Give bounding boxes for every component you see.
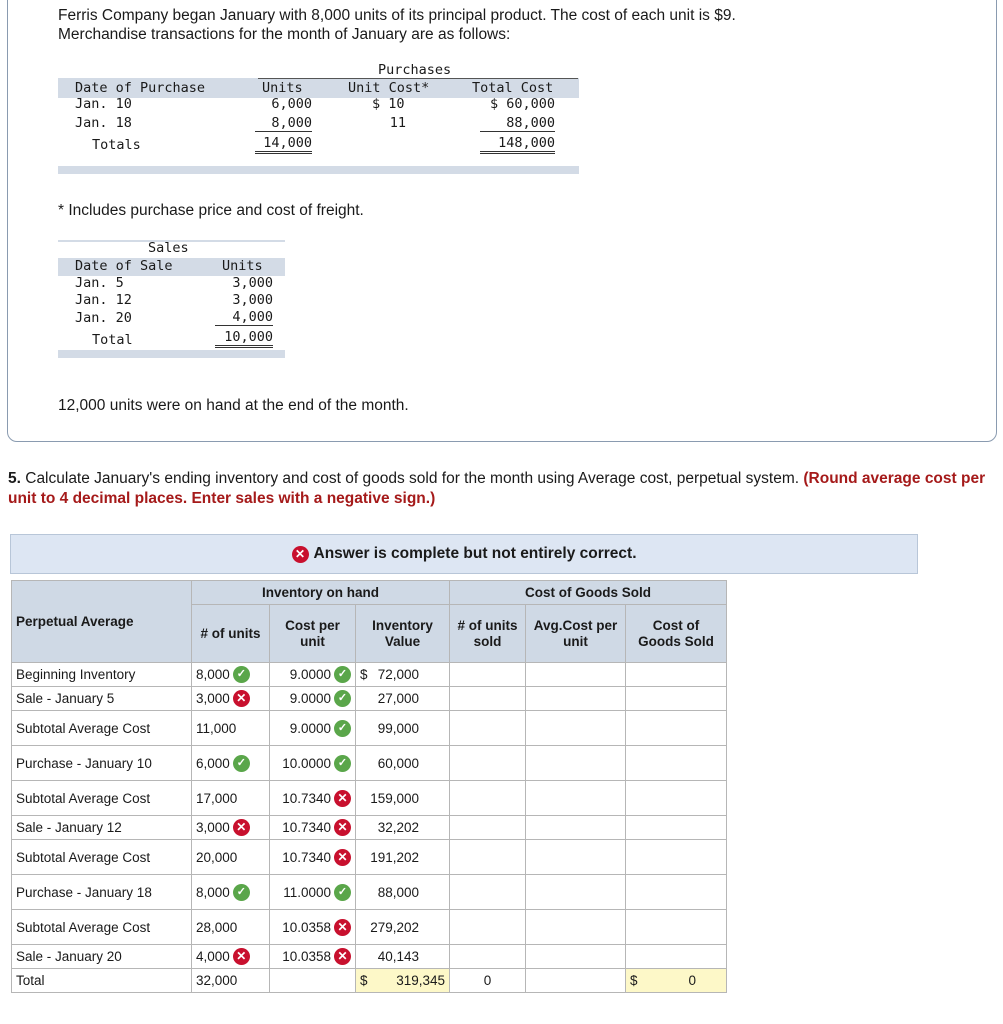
sale-row-date: Jan. 20: [75, 310, 132, 326]
inventory-value-input[interactable]: 279,202: [356, 910, 450, 945]
purchase-row-units: 6,000: [271, 96, 312, 112]
inventory-value-input[interactable]: 99,000: [356, 711, 450, 746]
purchases-totals-units: 14,000: [255, 135, 312, 154]
avg-cost-input[interactable]: [526, 781, 626, 816]
total-inventory-value-input[interactable]: $ 319,345: [356, 969, 450, 993]
units-input[interactable]: 4,000 ✕: [192, 945, 270, 969]
cost-per-unit-input[interactable]: 9.0000 ✓: [270, 687, 356, 711]
cost-per-unit-input[interactable]: 10.0358 ✕: [270, 910, 356, 945]
sale-row-date: Jan. 5: [75, 275, 124, 291]
total-row: [12, 969, 727, 993]
purchases-totals-cost: 148,000: [480, 135, 555, 154]
cogs-group-header: Cost of Goods Sold: [450, 581, 727, 605]
inventory-value-input[interactable]: 32,202: [356, 816, 450, 840]
row-label: Subtotal Average Cost: [12, 711, 192, 746]
cost-per-unit-input[interactable]: 9.0000 ✓: [270, 711, 356, 746]
cogs-input[interactable]: [626, 910, 727, 945]
perpetual-average-table: [11, 580, 727, 993]
units-sold-input[interactable]: [450, 663, 526, 687]
problem-card: [7, 0, 997, 442]
purchases-totals-label: Totals: [92, 137, 141, 153]
units-sold-input[interactable]: [450, 711, 526, 746]
units-input[interactable]: 28,000: [192, 910, 270, 945]
cogs-input[interactable]: [626, 781, 727, 816]
incorrect-icon: ✕: [233, 690, 250, 707]
col-cogs: Cost of Goods Sold: [626, 605, 727, 663]
avg-cost-input[interactable]: [526, 840, 626, 875]
units-sold-input[interactable]: [450, 816, 526, 840]
row-label: Sale - January 5: [12, 687, 192, 711]
problem-intro: Ferris Company began January with 8,000 units of its principal product. The cost of each unit is $9. Merchandise transactions for the month of January are as follows:: [58, 7, 736, 43]
sales-total-units: 10,000: [215, 329, 273, 348]
avg-cost-input[interactable]: [526, 875, 626, 910]
row-label: Purchase - January 18: [12, 875, 192, 910]
avg-cost-input[interactable]: [526, 816, 626, 840]
correct-icon: ✓: [233, 666, 250, 683]
incorrect-icon: ✕: [233, 819, 250, 836]
units-sold-input[interactable]: [450, 875, 526, 910]
table-title: Perpetual Average: [12, 581, 192, 663]
correct-icon: ✓: [233, 755, 250, 772]
purchases-col-total: Total Cost: [472, 80, 554, 96]
row-label: Subtotal Average Cost: [12, 910, 192, 945]
inventory-value-input[interactable]: 27,000: [356, 687, 450, 711]
units-sold-input[interactable]: [450, 945, 526, 969]
incorrect-icon: ✕: [233, 948, 250, 965]
cogs-input[interactable]: [626, 746, 727, 781]
correct-icon: ✓: [334, 755, 351, 772]
answer-status-banner: [10, 534, 918, 574]
units-input[interactable]: 3,000 ✕: [192, 816, 270, 840]
sale-row-units: 3,000: [232, 275, 273, 291]
incorrect-icon: ✕: [292, 546, 309, 563]
inventory-value-input[interactable]: 191,202: [356, 840, 450, 875]
units-sold-input[interactable]: [450, 781, 526, 816]
sales-group-header: Sales: [148, 240, 189, 256]
row-label: Subtotal Average Cost: [12, 840, 192, 875]
table-row: [12, 746, 727, 781]
cogs-input[interactable]: [626, 711, 727, 746]
footnote: * Includes purchase price and cost of freight.: [58, 202, 364, 219]
correct-icon: ✓: [334, 690, 351, 707]
cogs-input[interactable]: [626, 816, 727, 840]
purchase-row-total: $ 60,000: [489, 96, 555, 112]
units-input[interactable]: 6,000 ✓: [192, 746, 270, 781]
cogs-input[interactable]: [626, 687, 727, 711]
incorrect-icon: ✕: [334, 849, 351, 866]
correct-icon: ✓: [334, 666, 351, 683]
purchase-row-unit-cost: 11: [389, 115, 406, 131]
row-label: Subtotal Average Cost: [12, 781, 192, 816]
cost-per-unit-input[interactable]: 10.7340 ✕: [270, 840, 356, 875]
table-row: [12, 816, 727, 840]
total-cogs-input[interactable]: $ 0: [626, 969, 727, 993]
purchase-row-date: Jan. 10: [75, 96, 132, 112]
units-sold-input[interactable]: [450, 910, 526, 945]
incorrect-icon: ✕: [334, 919, 351, 936]
sales-col-units: Units: [222, 258, 263, 274]
purchase-row-date: Jan. 18: [75, 115, 132, 131]
purchase-row-units: 8,000: [255, 115, 312, 132]
inventory-value-input[interactable]: $ 72,000: [356, 663, 450, 687]
cogs-input[interactable]: [626, 875, 727, 910]
col-cost-per-unit: Cost per unit: [270, 605, 356, 663]
row-label: Total: [12, 969, 192, 993]
table-row: [12, 663, 727, 687]
sale-row-date: Jan. 12: [75, 292, 132, 308]
cost-per-unit-input[interactable]: 10.0000 ✓: [270, 746, 356, 781]
incorrect-icon: ✕: [334, 790, 351, 807]
inventory-value-input[interactable]: 159,000: [356, 781, 450, 816]
sales-total-label: Total: [92, 332, 133, 348]
purchases-bottom-band: [58, 166, 579, 174]
sales-col-date: Date of Sale: [75, 258, 173, 274]
table-row: [12, 781, 727, 816]
cogs-input[interactable]: [626, 945, 727, 969]
cost-per-unit-input[interactable]: 9.0000 ✓: [270, 663, 356, 687]
cost-per-unit-input[interactable]: 10.7340 ✕: [270, 781, 356, 816]
table-row: [12, 840, 727, 875]
purchases-group-header: Purchases: [378, 62, 452, 78]
incorrect-icon: ✕: [334, 819, 351, 836]
row-label: Sale - January 20: [12, 945, 192, 969]
purchase-row-unit-cost: $ 10: [372, 96, 405, 112]
inventory-value-input[interactable]: 88,000: [356, 875, 450, 910]
answer-status-text: Answer is complete but not entirely correct.: [313, 545, 637, 562]
purchases-group-rule: [258, 78, 578, 79]
col-units: # of units: [192, 605, 270, 663]
question-text: 5. Calculate January's ending inventory and cost of goods sold for the month using Average cost, perpetual system. (Round average cost per unit to 4 decimal places. Enter sales with a negative sign.): [8, 470, 986, 507]
correct-icon: ✓: [334, 884, 351, 901]
row-label: Purchase - January 10: [12, 746, 192, 781]
purchases-col-units: Units: [262, 80, 303, 96]
inventory-value-input[interactable]: 60,000: [356, 746, 450, 781]
units-input[interactable]: 17,000: [192, 781, 270, 816]
on-hand-text: 12,000 units were on hand at the end of the month.: [58, 397, 409, 414]
units-input[interactable]: 8,000 ✓: [192, 875, 270, 910]
units-sold-input[interactable]: [450, 746, 526, 781]
purchases-col-unit-cost: Unit Cost*: [348, 80, 430, 96]
row-label: Sale - January 12: [12, 816, 192, 840]
total-units-sold-input[interactable]: 0: [450, 969, 526, 993]
avg-cost-input[interactable]: [526, 945, 626, 969]
purchases-col-date: Date of Purchase: [75, 80, 206, 96]
avg-cost-input[interactable]: [526, 687, 626, 711]
units-input[interactable]: 11,000: [192, 711, 270, 746]
cogs-input[interactable]: [626, 663, 727, 687]
table-row: [12, 711, 727, 746]
incorrect-icon: ✕: [334, 948, 351, 965]
cost-per-unit-input[interactable]: 10.7340 ✕: [270, 816, 356, 840]
total-units-input[interactable]: 32,000: [192, 969, 270, 993]
units-sold-input[interactable]: [450, 687, 526, 711]
table-row: [12, 687, 727, 711]
sale-row-units: 3,000: [232, 292, 273, 308]
sale-row-units: 4,000: [215, 309, 273, 326]
correct-icon: ✓: [233, 884, 250, 901]
row-label: Beginning Inventory: [12, 663, 192, 687]
inventory-group-header: Inventory on hand: [192, 581, 450, 605]
col-inventory-value: Inventory Value: [356, 605, 450, 663]
col-avg-cost: Avg.Cost per unit: [526, 605, 626, 663]
avg-cost-input[interactable]: [526, 910, 626, 945]
cogs-input[interactable]: [626, 840, 727, 875]
table-row: [12, 875, 727, 910]
sales-bottom-band: [58, 350, 285, 358]
units-input[interactable]: 8,000 ✓: [192, 663, 270, 687]
table-row: [12, 945, 727, 969]
units-input[interactable]: 20,000: [192, 840, 270, 875]
units-sold-input[interactable]: [450, 840, 526, 875]
avg-cost-input[interactable]: [526, 746, 626, 781]
col-units-sold: # of units sold: [450, 605, 526, 663]
avg-cost-input[interactable]: [526, 711, 626, 746]
cost-per-unit-input[interactable]: 11.0000 ✓: [270, 875, 356, 910]
avg-cost-input[interactable]: [526, 663, 626, 687]
units-input[interactable]: 3,000 ✕: [192, 687, 270, 711]
purchase-row-total: 88,000: [480, 115, 555, 132]
table-row: [12, 910, 727, 945]
cost-per-unit-input[interactable]: 10.0358 ✕: [270, 945, 356, 969]
correct-icon: ✓: [334, 720, 351, 737]
inventory-value-input[interactable]: 40,143: [356, 945, 450, 969]
